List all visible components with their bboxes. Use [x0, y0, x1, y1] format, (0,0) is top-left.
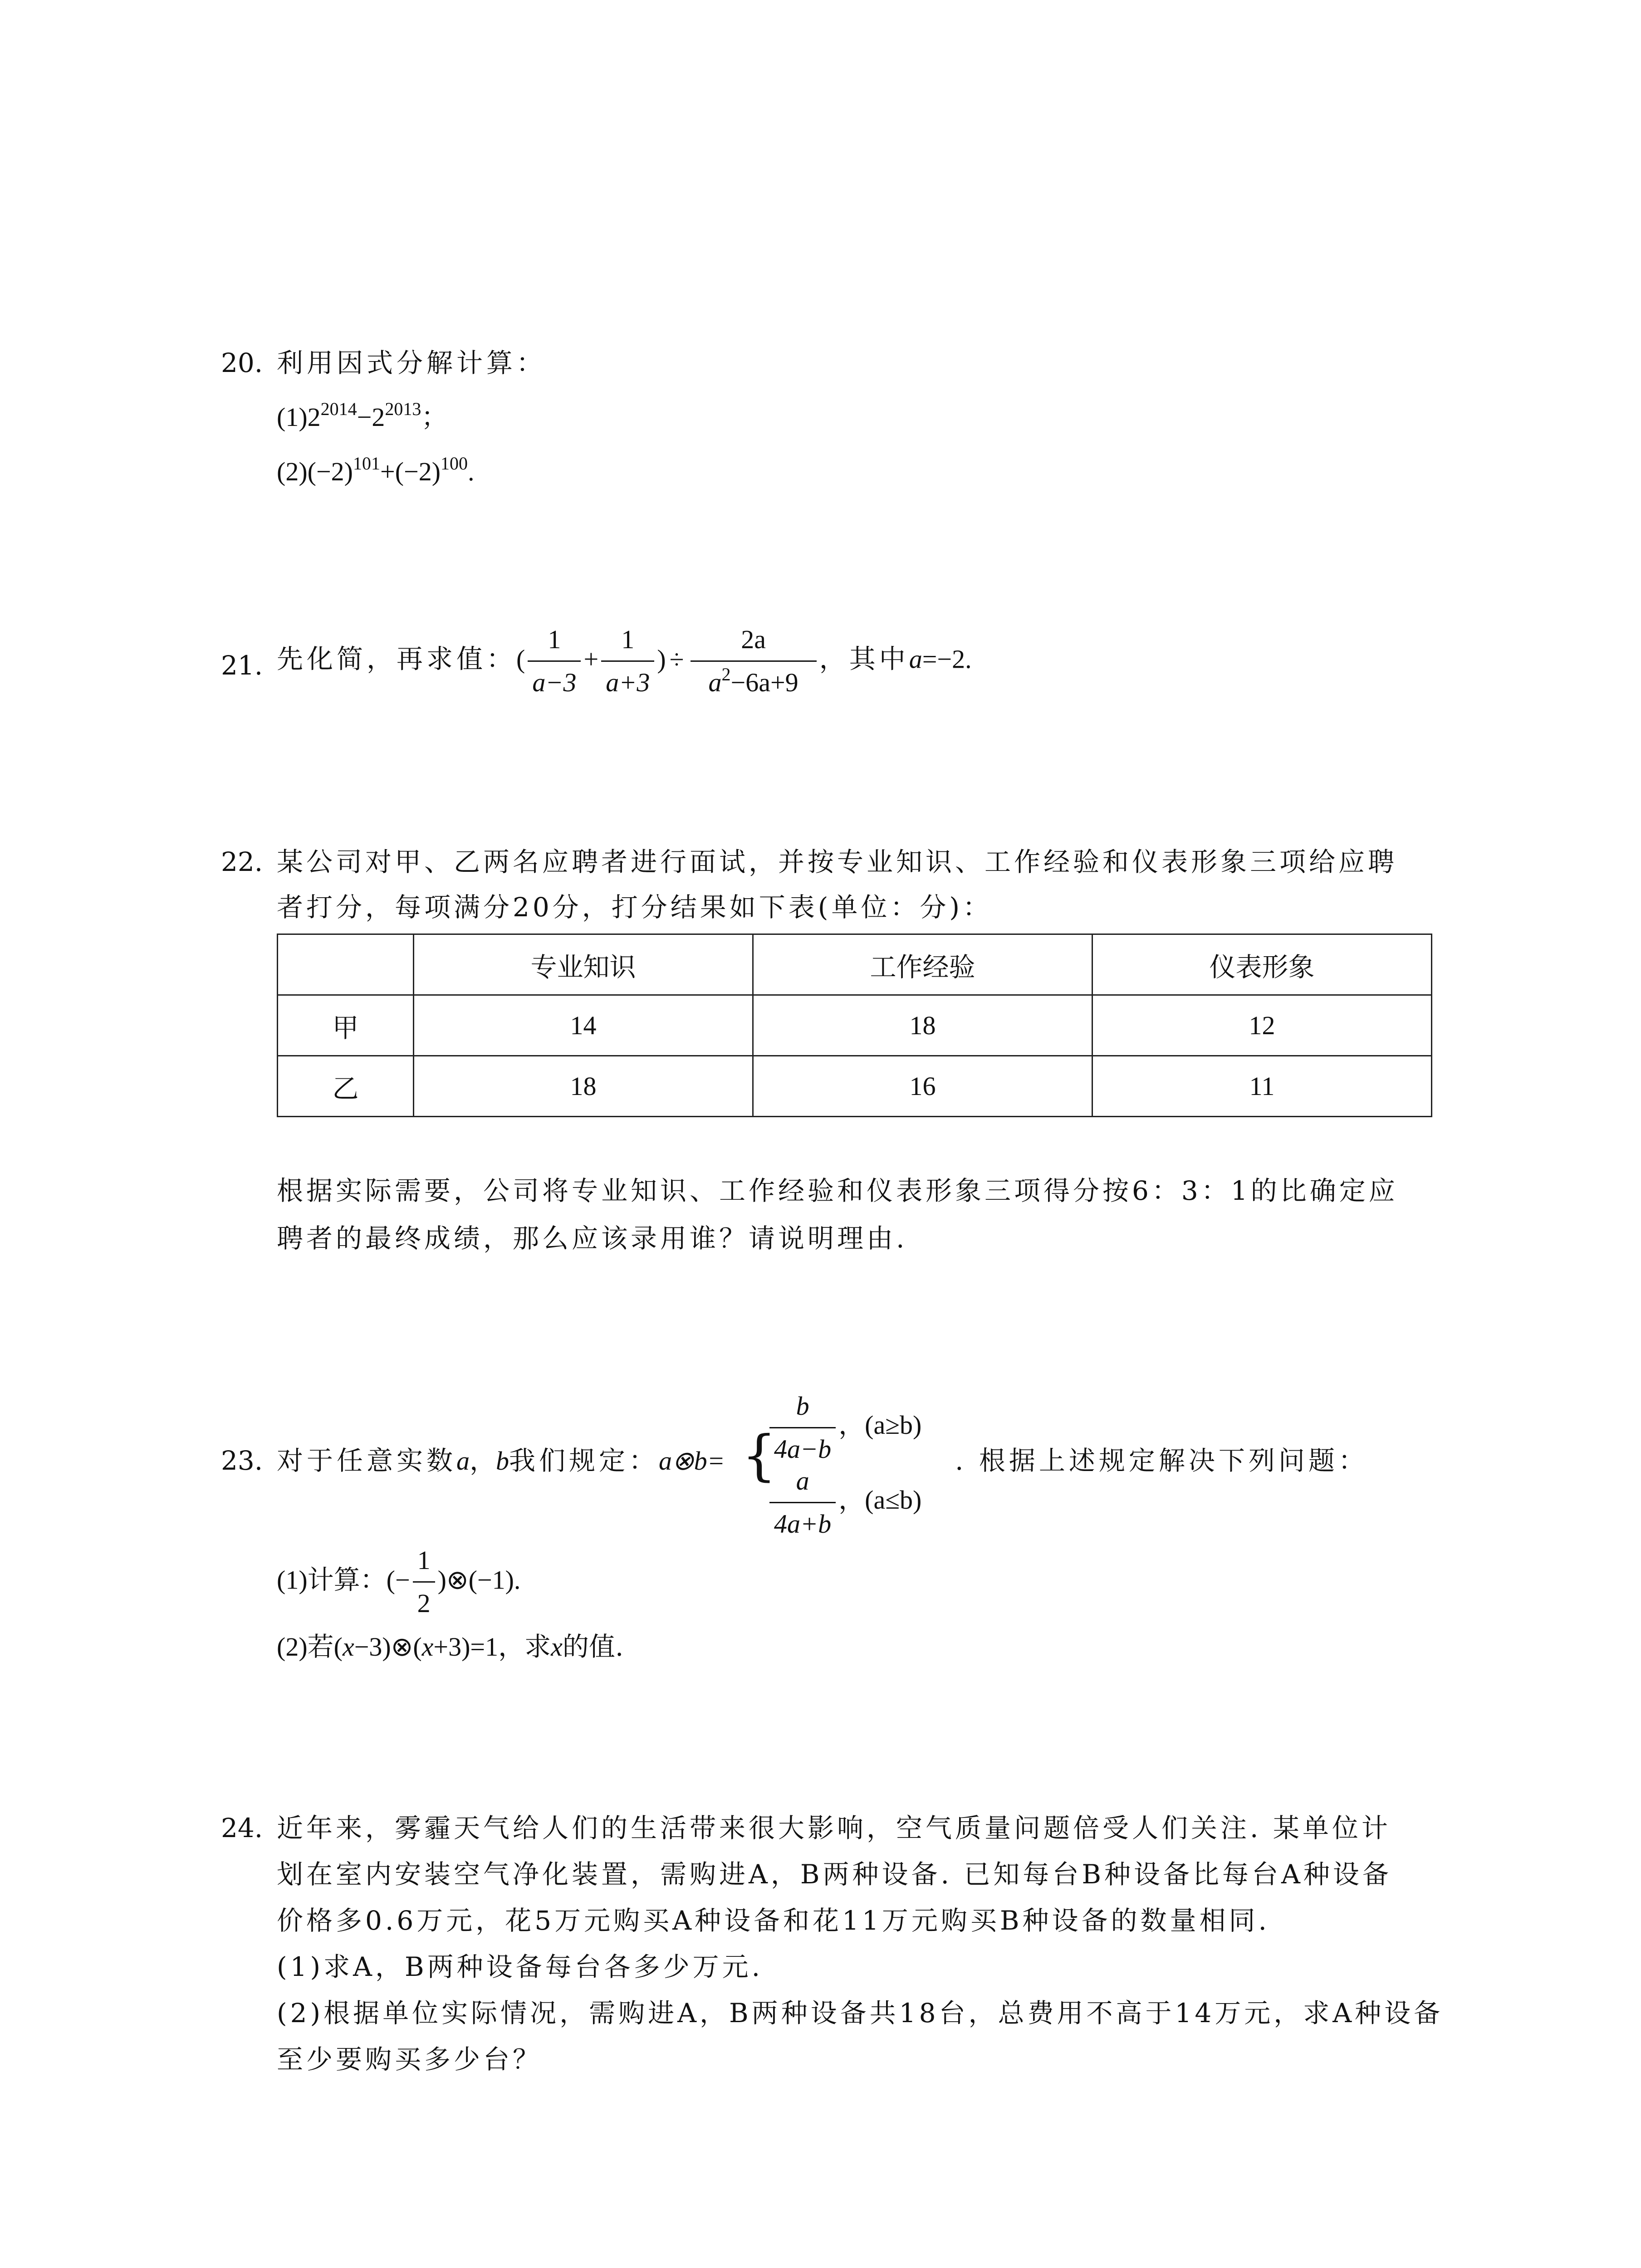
q21-fraction-3	[691, 621, 817, 701]
q20-p1-exp1: 2014	[320, 399, 357, 419]
q23-brace: {	[742, 1424, 777, 1487]
q21-f3-den-rest: −6a+9	[730, 668, 798, 697]
q20-p1-base2: 2	[372, 402, 385, 432]
table-header-cell: 工作经验	[753, 934, 1092, 995]
q20-part2	[277, 454, 475, 490]
q21-f2-num: 1	[621, 625, 635, 654]
table-row	[278, 1056, 1432, 1117]
q23-case2-num: a	[796, 1466, 809, 1496]
q23-after: . 根据上述规定解决下列问题：	[955, 1445, 1368, 1476]
table-header-cell: 仪表形象	[1092, 934, 1432, 995]
q23-stem	[277, 1442, 725, 1479]
q20-part1	[277, 399, 447, 435]
q21-divide: ÷	[669, 644, 684, 674]
q20-p2-exp2: 100	[441, 453, 468, 474]
q23-p2-x1: x	[342, 1632, 354, 1662]
q22-line-2: 者打分，每项满分20分，打分结果如下表(单位：分)：	[277, 892, 993, 923]
q23-p2-x2: x	[421, 1632, 434, 1662]
q23-p2-b: −3)⊗(	[354, 1632, 422, 1662]
q21-fraction-2	[601, 621, 654, 701]
table-cell: 甲	[278, 995, 414, 1056]
q21-number: 21.	[221, 650, 263, 681]
q23-case2-fraction	[769, 1463, 836, 1542]
q22-after-line-2: 聘者的最终成绩，那么应该录用谁？请说明理由.	[277, 1223, 908, 1254]
q23-number: 23.	[221, 1445, 263, 1476]
q22-after-line-1: 根据实际需要，公司将专业知识、工作经验和仪表形象三项得分按6：3：1的比确定应	[277, 1175, 1398, 1206]
table-cell: 18	[753, 995, 1092, 1056]
q21-expression	[277, 621, 972, 701]
q23-p2-a: (2)若(	[277, 1632, 343, 1662]
q21-close-paren: )	[657, 644, 666, 674]
table-cell: 16	[753, 1056, 1092, 1117]
q23-case2-cond: ，(a≤b)	[838, 1485, 922, 1515]
q20-p1-base1: 2	[307, 402, 321, 432]
q23-var-b: b	[496, 1446, 509, 1476]
table-cell: 14	[414, 995, 753, 1056]
q21-f3-den-a: a	[708, 668, 722, 697]
q23-case1-den: 4a−b	[769, 1427, 836, 1467]
q23-case1-fraction	[769, 1388, 836, 1467]
q24-number: 24.	[221, 1813, 263, 1843]
q23-p1-label: (1)计算：(−	[277, 1565, 410, 1595]
q24-line-3: 价格多0.6万元，花5万元购买A种设备和花11万元购买B种设备的数量相同.	[277, 1905, 1270, 1936]
q20-p1-end: ；	[421, 402, 448, 432]
q23-case2-den: 4a+b	[769, 1502, 836, 1542]
q21-suffix-a: ，其中	[819, 643, 909, 675]
q23-p1-rest: )⊗(−1).	[437, 1565, 521, 1595]
q20-p2-op: +	[380, 457, 395, 486]
q21-fraction-1	[528, 621, 581, 701]
q20-p1-exp2: 2013	[385, 399, 421, 419]
q20-p1-label: (1)	[277, 402, 308, 432]
q23-case-1	[767, 1388, 921, 1467]
q24-line-6: 至少要购买多少台？	[277, 2044, 543, 2075]
q23-case1-num: b	[796, 1391, 809, 1421]
table-cell: 18	[414, 1056, 753, 1117]
q21-suffix-b: =−2.	[922, 644, 972, 674]
q23-p2-c: +3)=1，求	[433, 1632, 551, 1662]
q24-line-1: 近年来，雾霾天气给人们的生活带来很大影响，空气质量问题倍受人们关注. 某单位计	[277, 1813, 1391, 1843]
q23-part1	[277, 1542, 520, 1622]
q21-f1-num: 1	[548, 625, 561, 654]
table-header-row	[278, 934, 1432, 995]
q22-number: 22.	[221, 846, 263, 877]
q20-p2-exp1: 101	[353, 453, 380, 474]
table-header-cell: 专业知识	[414, 934, 753, 995]
q20-p2-end: .	[468, 457, 475, 486]
q24-line-2: 划在室内安装空气净化装置，需购进A，B两种设备. 已知每台B种设备比每台A种设备	[277, 1859, 1392, 1890]
q20-number: 20.	[221, 347, 263, 378]
q24-line-4: (1)求A，B两种设备每台各多少万元.	[277, 1951, 764, 1982]
q21-open-paren: (	[516, 644, 525, 674]
q21-f3-den-exp: 2	[721, 664, 731, 684]
q23-comma: ，	[470, 1445, 496, 1476]
q20-p2-base2: (−2)	[395, 457, 441, 486]
q23-p1-num: 1	[417, 1545, 431, 1575]
q21-f3-num: 2a	[741, 625, 766, 654]
table-row	[278, 995, 1432, 1056]
q20-stem: 利用因式分解计算：	[277, 347, 547, 378]
table-cell: 12	[1092, 995, 1432, 1056]
q21-var-a: a	[909, 644, 922, 674]
q21-f2-den: a+3	[601, 660, 654, 701]
score-table	[277, 934, 1432, 1117]
q20-p2-label: (2)	[277, 457, 308, 486]
table-header-cell	[278, 934, 414, 995]
q22-line-1: 某公司对甲、乙两名应聘者进行面试，并按专业知识、工作经验和仪表形象三项给应聘	[277, 846, 1398, 877]
q21-f3-den	[691, 660, 817, 701]
q20-p1-op: −	[357, 402, 372, 432]
q23-p2-d: 的值.	[562, 1631, 624, 1662]
q21-prefix: 先化简，再求值：	[277, 643, 517, 675]
q23-var-a: a	[456, 1446, 470, 1476]
q23-mid: 我们规定：	[509, 1445, 659, 1476]
q23-part2	[277, 1628, 623, 1665]
q23-p1-fraction	[413, 1542, 435, 1622]
q23-case1-cond: ，(a≥b)	[838, 1410, 922, 1440]
q23-p2-x3: x	[551, 1632, 563, 1662]
q20-p2-base1: (−2)	[307, 457, 353, 486]
q23-prefix: 对于任意实数	[277, 1445, 457, 1476]
q23-case-2	[767, 1463, 921, 1542]
q21-plus: +	[583, 644, 599, 674]
table-cell: 乙	[278, 1056, 414, 1117]
q24-line-5: (2)根据单位实际情况，需购进A，B两种设备共18台，总费用不高于14万元，求A种设备	[277, 1998, 1444, 2028]
table-cell: 11	[1092, 1056, 1432, 1117]
q21-f1-den: a−3	[528, 660, 581, 701]
q23-lhs: a⊗b=	[659, 1446, 725, 1476]
q23-p1-den: 2	[413, 1581, 435, 1622]
